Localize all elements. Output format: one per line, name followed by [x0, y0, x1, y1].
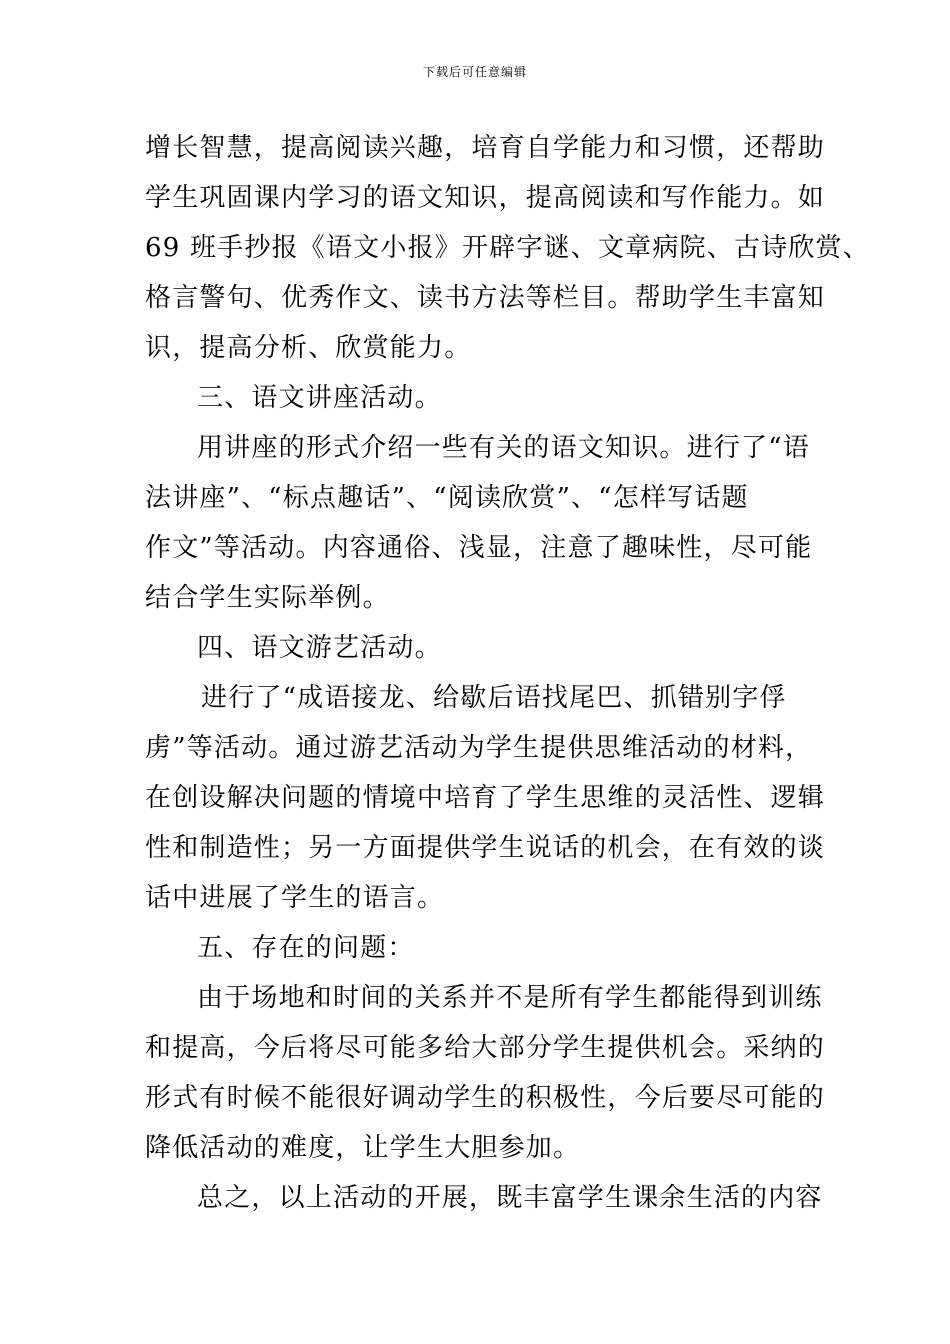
text-line: 用讲座的形式介绍一些有关的语文知识。进行了“语 [197, 433, 810, 463]
text-line: 性和制造性；另一方面提供学生说话的机会，在有效的谈 [145, 833, 826, 863]
text-line: 由于场地和时间的关系并不是所有学生都能得到训练 [197, 983, 823, 1013]
document-body [145, 123, 870, 1223]
section-heading: 三、语文讲座活动。 [197, 383, 442, 413]
text-line: 增长智慧，提高阅读兴趣，培育自学能力和习惯，还帮助 [145, 133, 826, 163]
page-header: 下载后可任意编辑 [422, 65, 527, 79]
text-line: 和提高，今后将尽可能多给大部分学生提供机会。采纳的 [145, 1033, 826, 1063]
text-line: 降低活动的难度，让学生大胆参加。 [145, 1133, 581, 1163]
text-line: 进行了“成语接龙、给歇后语找尾巴、抓错别字俘 [201, 683, 787, 713]
text-line: 形式有时候不能很好调动学生的积极性，今后要尽可能的 [145, 1083, 826, 1113]
text-line: 在创设解决问题的情境中培育了学生思维的灵活性、逻辑 [145, 783, 826, 813]
text-line: 识，提高分析、欣赏能力。 [145, 333, 472, 363]
text-line: 结合学生实际举例。 [145, 583, 390, 613]
section-heading: 五、存在的问题： [197, 933, 415, 963]
text-line: 69 班手抄报《语文小报》开辟字谜、文章病院、古诗欣赏、 [145, 233, 870, 263]
section-heading: 四、语文游艺活动。 [197, 633, 442, 663]
text-line: 法讲座”、“标点趣话”、“阅读欣赏”、“怎样写话题 [145, 483, 749, 513]
text-line: 学生巩固课内学习的语文知识，提高阅读和写作能力。如 [145, 183, 826, 213]
text-line: 格言警句、优秀作文、读书方法等栏目。帮助学生丰富知 [145, 283, 826, 313]
text-line: 虏”等活动。通过游艺活动为学生提供思维活动的材料， [145, 733, 813, 763]
text-line: 总之，以上活动的开展，既丰富学生课余生活的内容 [197, 1183, 823, 1213]
text-line: 话中进展了学生的语言。 [145, 883, 445, 913]
text-line: 作文”等活动。内容通俗、浅显，注意了趣味性，尽可能 [145, 533, 813, 563]
